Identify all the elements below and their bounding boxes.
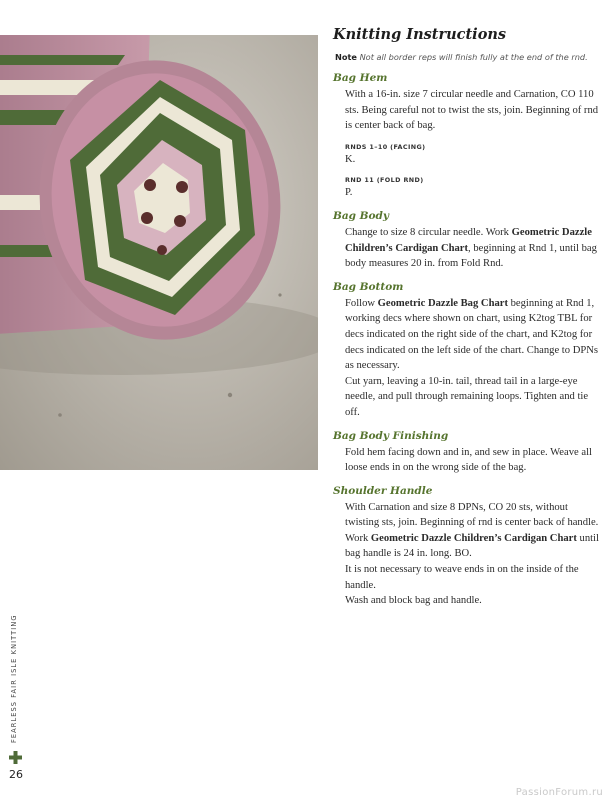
book-title-vertical: FEARLESS FAIR ISLE KNITTING [10,614,18,743]
instructions-column [333,26,601,618]
rnds-label: RNDS 1–10 (FACING) [345,142,426,151]
bag-illustration [0,35,318,470]
note-text: Not all border reps will finish fully at the end of the rnd. [359,52,588,62]
heading-bag-bottom: Bag Bottom [333,280,404,293]
section-bag-bottom [333,281,601,421]
section-shoulder-handle [333,485,601,609]
section-bag-body-finishing [333,430,601,476]
chart-name: Geometric Dazzle Children’s Cardigan Chart [370,532,577,544]
heading-bag-body: Bag Body [333,209,389,222]
rnd11-instruction: P. [345,187,353,199]
handle-paragraph-3: It is not necessary to weave ends in on the inside of the handle. [345,564,579,591]
bag-bottom-text-b: beginning at Rnd 1, working decs where shown on chart, using K2tog TBL for decs indicated on the right side of the chart, and K2tog for decs indicated on the left side of the chart. Change to DPNs as necessary. [345,297,599,372]
bag-bottom-paragraph [345,296,601,374]
section-bag-body [333,210,601,272]
heading-bag-body-finishing: Bag Body Finishing [333,429,449,442]
handle-paragraph-1: With Carnation and size 8 DPNs, CO 20 sts, without twisting sts, join. Beginning of rnd is center back of handle. [345,501,599,529]
watermark: PassionForum.ru [515,787,603,798]
rnds-instruction: K. [345,153,356,165]
section-bag-hem [333,72,601,201]
bag-hem-paragraph: With a 16-in. size 7 circular needle and Carnation, CO 110 sts. Being careful not to twist the sts, join. Beginning of rnd is center back of bag. [345,89,599,132]
chart-name: Geometric Dazzle Children’s Cardigan Chart [345,226,592,254]
handle-paragraph-4: Wash and block bag and handle. [345,595,482,607]
heading-shoulder-handle: Shoulder Handle [333,484,433,497]
note-label: Note [335,52,357,62]
plus-icon [9,751,22,764]
bag-body-text-a: Change to size 8 circular needle. Work [345,226,512,238]
heading-bag-hem: Bag Hem [333,72,388,84]
note [335,52,601,62]
bag-bottom-text-a: Follow [345,297,378,309]
bag-body-paragraph [345,225,601,272]
page-number: 26 [9,768,23,781]
bag-bottom-paragraph-2: Cut yarn, leaving a 10-in. tail, thread tail in a large-eye needle, and pull through remaining loops. Tighten and tie off. [345,375,589,418]
handle-text-b: until bag handle is 24 in. long. BO. [345,532,599,560]
bag-photo [0,35,318,470]
rnd11-label: RND 11 (FOLD RND) [345,176,424,185]
chart-name: Geometric Dazzle Bag Chart [377,297,508,309]
bag-body-text-b: , beginning at Rnd 1, until bag body measures 20 in. from Fold Rnd. [345,242,597,270]
finishing-paragraph: Fold hem facing down and in, and sew in place. Weave all loose ends in on the wrong side of the bag. [345,446,592,474]
handle-paragraph-2 [345,531,601,562]
handle-text-a: Work [345,532,371,544]
page-title: Knitting Instructions [333,26,507,43]
